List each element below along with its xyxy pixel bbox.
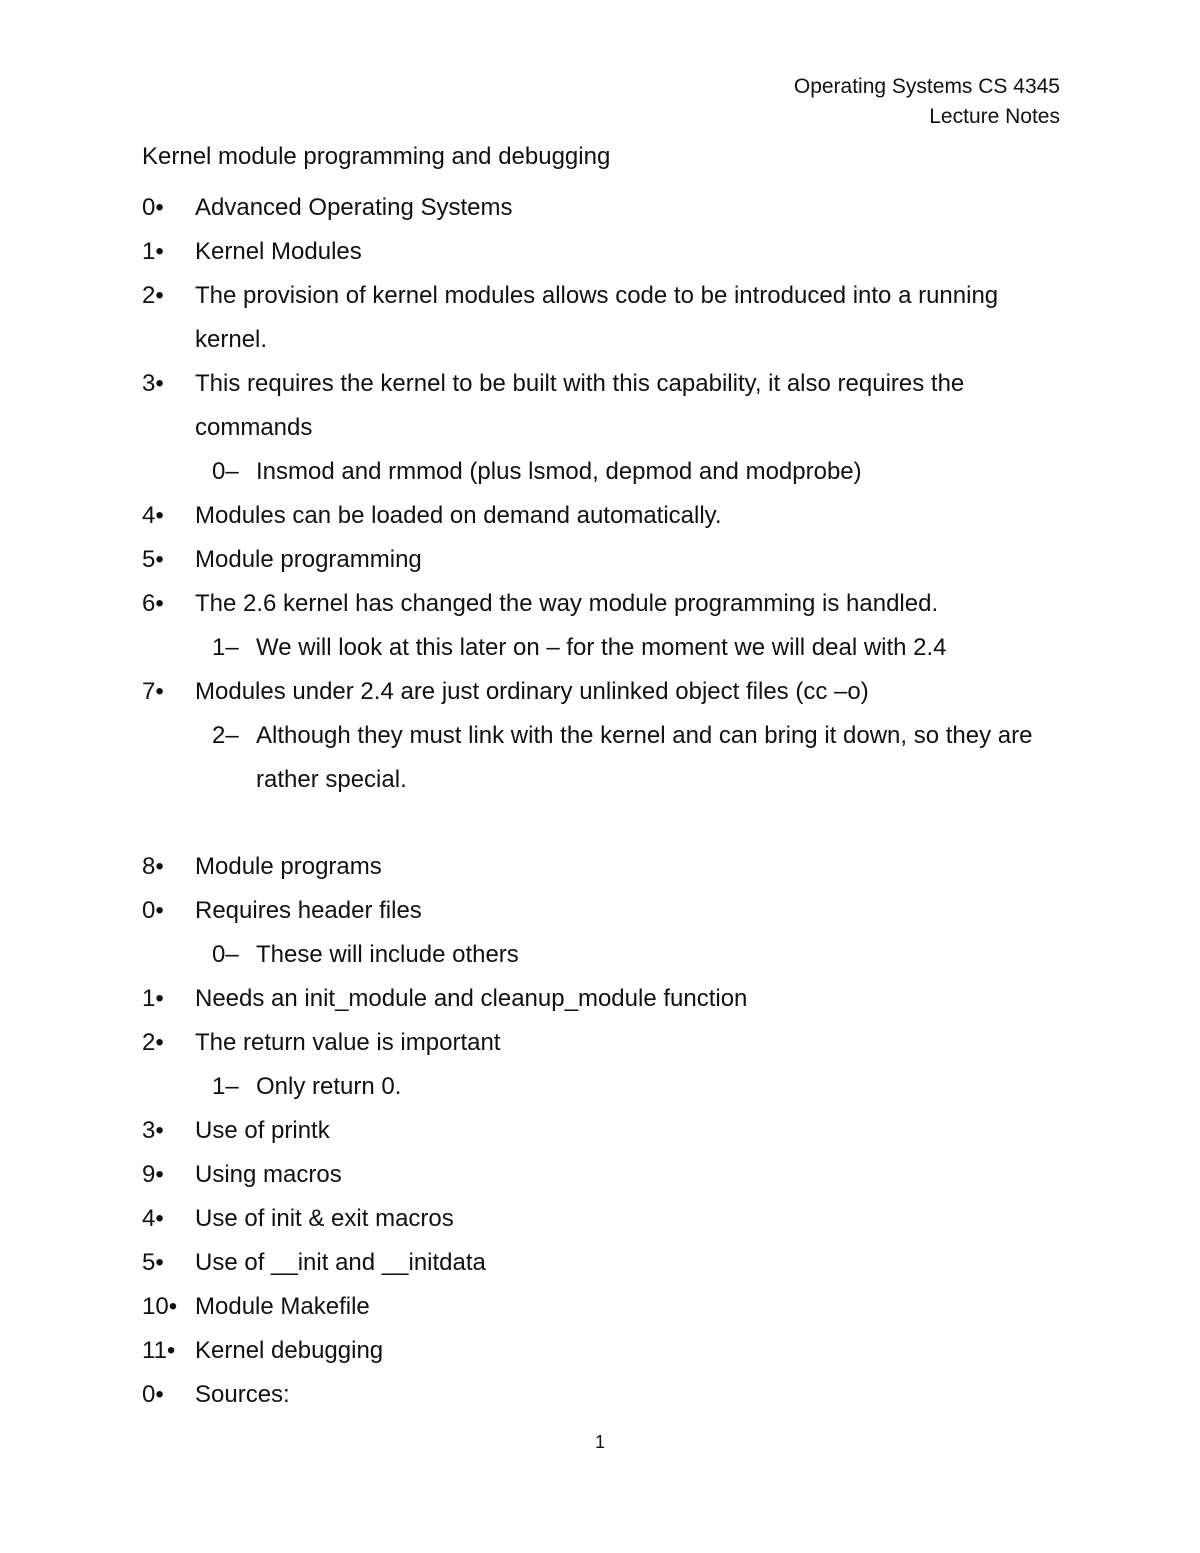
- list-marker: 3•: [142, 370, 164, 397]
- list-marker: 7•: [142, 678, 164, 705]
- list-marker: 1•: [142, 985, 164, 1012]
- list-item-text: Modules can be loaded on demand automatically.: [195, 502, 722, 529]
- list-item-text: Use of init & exit macros: [195, 1205, 454, 1232]
- list-item-text: This requires the kernel to be built with this capability, it also requires the commands: [195, 370, 965, 441]
- list-item: [142, 1329, 1072, 1373]
- list-item-text: Kernel Modules: [195, 238, 362, 265]
- list-item-text: Modules under 2.4 are just ordinary unlinked object files (cc –o): [195, 678, 869, 705]
- list-item-text: Requires header files: [195, 897, 422, 924]
- list-marker: 0•: [142, 194, 164, 221]
- list-item: [142, 494, 1072, 538]
- list-item-text: Sources:: [195, 1381, 290, 1408]
- list-marker: 5•: [142, 546, 164, 573]
- list-marker: 11•: [142, 1337, 176, 1364]
- list-item-text: Module programming: [195, 546, 422, 573]
- list-item-text: Use of __init and __initdata: [195, 1249, 486, 1276]
- list-item-text: Although they must link with the kernel and can bring it down, so they are rather special.: [256, 722, 1033, 793]
- list-item-text: Module Makefile: [195, 1293, 370, 1320]
- list-item: [142, 362, 1072, 450]
- list-item-text: The 2.6 kernel has changed the way module programming is handled.: [195, 590, 939, 617]
- sub-list-item: [142, 450, 1072, 494]
- sub-list-item: [142, 1065, 1072, 1109]
- list-item-text: Insmod and rmmod (plus lsmod, depmod and modprobe): [256, 458, 862, 485]
- list-item: [142, 1241, 1072, 1285]
- course-title: Operating Systems CS 4345: [793, 75, 1060, 98]
- sub-list-item: [142, 933, 1072, 977]
- list-item: [142, 538, 1072, 582]
- list-marker: 10•: [142, 1293, 178, 1320]
- list-marker: 1–: [212, 634, 239, 661]
- list-marker: 8•: [142, 853, 164, 880]
- page-number: 1: [594, 1432, 605, 1452]
- list-marker: 1–: [212, 1073, 239, 1100]
- list-item-text: Advanced Operating Systems: [195, 194, 513, 221]
- list-item: [142, 1373, 1072, 1417]
- page-header: [794, 72, 1060, 132]
- list-item: [142, 845, 1072, 889]
- list-marker: 2–: [212, 722, 239, 749]
- list-item: [142, 230, 1072, 274]
- lecture-outline: [142, 186, 1072, 1417]
- list-item: [142, 1109, 1072, 1153]
- list-item: [142, 977, 1072, 1021]
- list-marker: 2•: [142, 282, 164, 309]
- list-marker: 5•: [142, 1249, 164, 1276]
- list-item-text: We will look at this later on – for the moment we will deal with 2.4: [256, 634, 947, 661]
- list-marker: 0•: [142, 1381, 164, 1408]
- list-item: [142, 670, 1072, 714]
- list-item-text: Use of printk: [195, 1117, 330, 1144]
- list-item: [142, 582, 1072, 626]
- list-item: [142, 1197, 1072, 1241]
- list-item-text: Using macros: [195, 1161, 342, 1188]
- list-item-text: Only return 0.: [256, 1073, 402, 1100]
- list-item: [142, 274, 1072, 362]
- sub-list-item: [142, 626, 1072, 670]
- list-item: [142, 889, 1072, 933]
- list-item-text: Kernel debugging: [195, 1337, 384, 1364]
- list-marker: 0–: [212, 941, 239, 968]
- list-marker: 6•: [142, 590, 164, 617]
- list-marker: 0•: [142, 897, 164, 924]
- list-item-text: These will include others: [256, 941, 519, 968]
- list-item-text: The return value is important: [195, 1029, 501, 1056]
- page-title: Kernel module programming and debugging: [142, 143, 611, 170]
- list-item: [142, 186, 1072, 230]
- list-item: [142, 1285, 1072, 1329]
- list-marker: 9•: [142, 1161, 164, 1188]
- list-item-text: Module programs: [195, 853, 382, 880]
- list-marker: 4•: [142, 1205, 164, 1232]
- list-marker: 0–: [212, 458, 239, 485]
- list-marker: 3•: [142, 1117, 164, 1144]
- list-item: [142, 1153, 1072, 1197]
- list-marker: 4•: [142, 502, 164, 529]
- list-marker: 2•: [142, 1029, 164, 1056]
- list-marker: 1•: [142, 238, 164, 265]
- document-type: Lecture Notes: [929, 105, 1060, 128]
- list-item-text: Needs an init_module and cleanup_module function: [195, 985, 748, 1012]
- list-item: [142, 1021, 1072, 1065]
- sub-list-item: [142, 714, 1072, 802]
- list-item-text: The provision of kernel modules allows code to be introduced into a running kernel.: [195, 282, 999, 353]
